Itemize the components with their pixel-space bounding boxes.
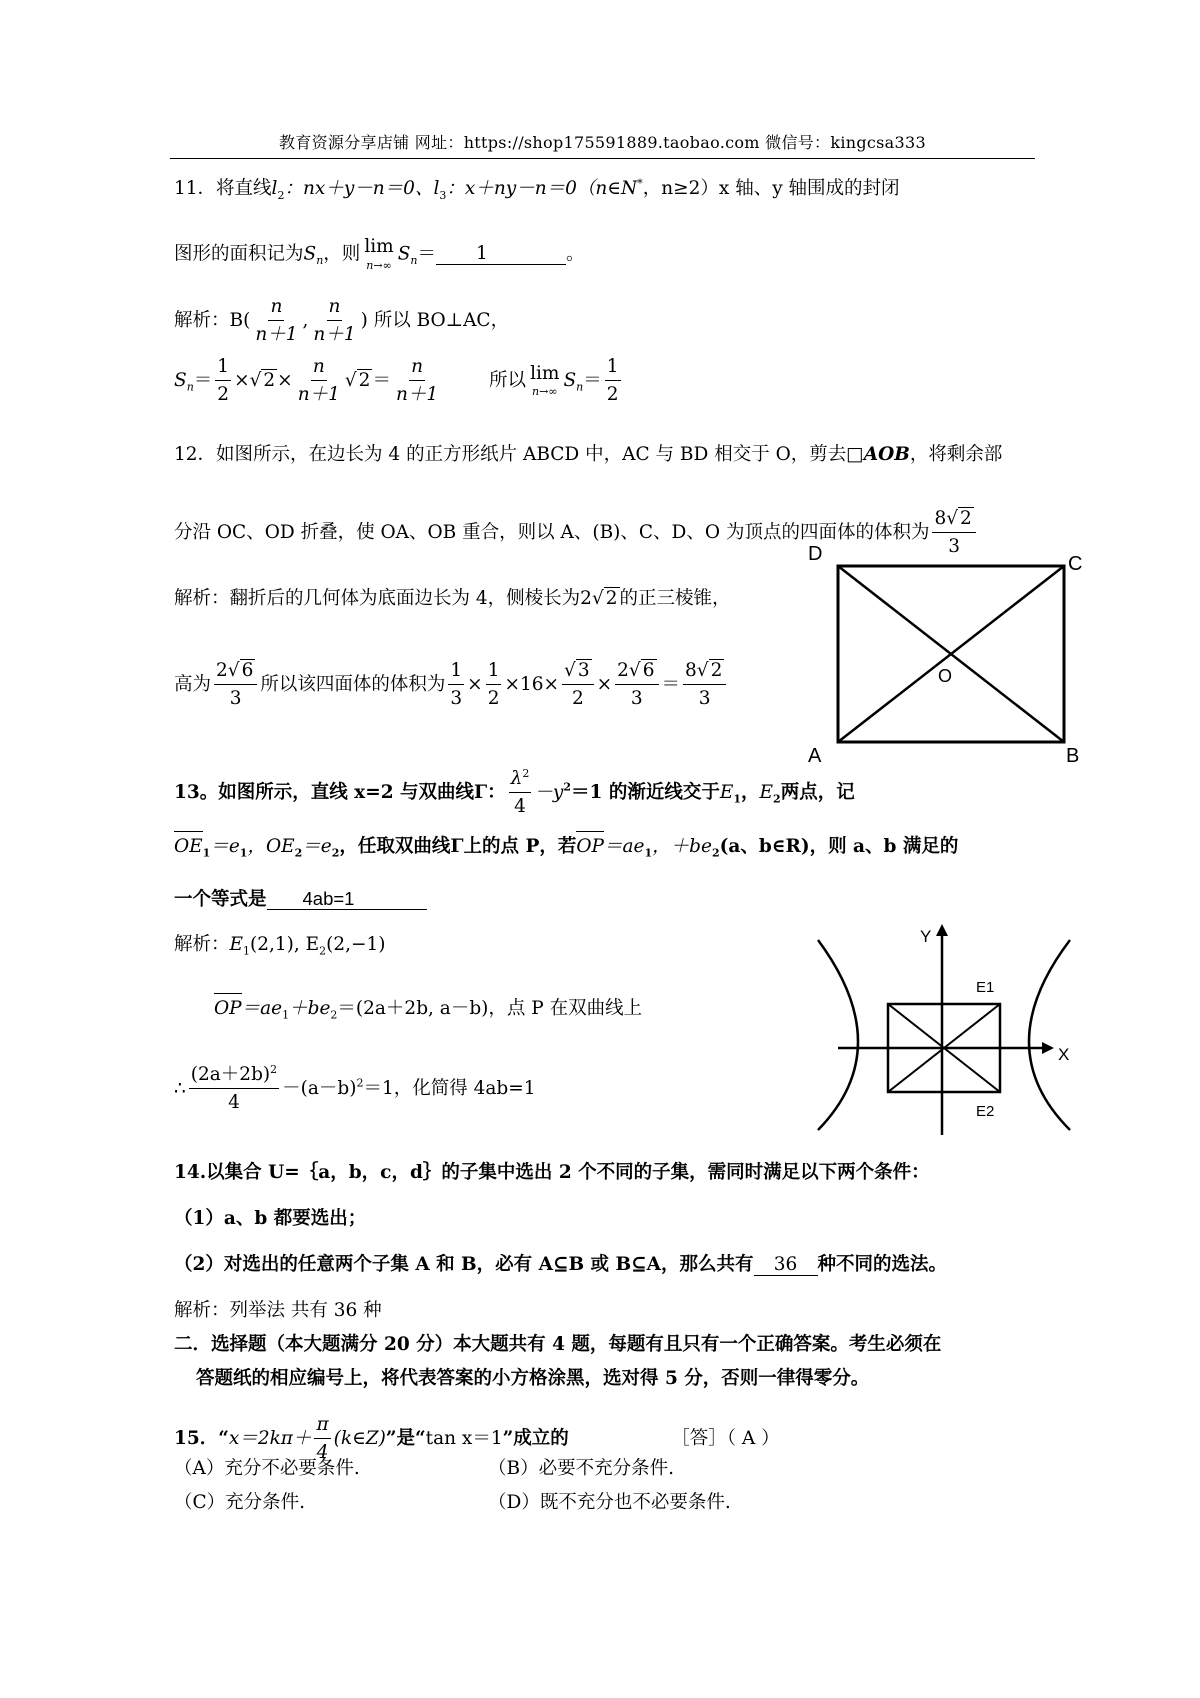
- q15-option-d: （D）既不充分也不必要条件.: [488, 1492, 731, 1513]
- q15-answer: ［答］（ A ）: [671, 1427, 780, 1449]
- q12-line2: 分沿 OC、OD 折叠，使 OA、OB 重合，则以 A、(B)、C、D、O 为顶点的四面体的体积为 $\frac{8√ 2}{3}$: [174, 508, 979, 558]
- x-axis-arrow: [1042, 1042, 1054, 1054]
- q13-answer: 4ab=1: [267, 890, 427, 910]
- q14-solution: 解析：列举法 共有 36 种: [174, 1300, 382, 1321]
- section2-line2: 答题纸的相应编号上，将代表答案的小方格涂黑，选对得 5 分，否则一律得零分。: [196, 1368, 870, 1389]
- page-header: 教育资源分享店铺 网址：https://shop175591889.taobao.com 微信号：kingcsa333: [279, 133, 926, 152]
- q13-line2: $OE_1=e_1$，$OE_2=e_2$，任取双曲线Γ上的点 P，若$OP=ae_1$，$+be_2(a$、b∈R)，则 a、b 满足的: [174, 836, 959, 860]
- q13-solution-line2: $OP=ae_1+be_2=(2a+2b$, a－b)，点 P 在双曲线上: [214, 998, 643, 1022]
- q13-line3: 一个等式是 4ab=1: [174, 890, 427, 910]
- q13-solution-line3: ∴ $\frac{(2a+2b)^2}{4}$ $-(a-b)^2=1$，化简得 4ab=1: [174, 1063, 536, 1114]
- section2-line1: 二．选择题（本大题满分 20 分）本大题共有 4 题，每题有且只有一个正确答案。考生必须在: [174, 1334, 942, 1355]
- vertex-label-a: A: [808, 745, 822, 765]
- q11-answer: 1: [436, 245, 566, 265]
- q15-option-a: （A）充分不必要条件.: [174, 1458, 360, 1479]
- q12-solution-line1: 解析：翻折后的几何体为底面边长为 4，侧棱长为2√ 2 的正三棱锥，: [174, 588, 731, 609]
- q13-solution-line1: 解析：$E_1(2,1)$, $E_2(2,-1)$: [174, 934, 386, 958]
- q15-option-b: （B）必要不充分条件.: [488, 1458, 674, 1479]
- q15-stem: 15．“x＝2kπ＋ $\frac{\pi}{4}$ (k∈Z)”是“tan x＝1”成立的 ［答］（ A ）: [174, 1414, 780, 1464]
- q12-square-figure: [800, 540, 1090, 765]
- q13-line1: 13。如图所示，直线 x=2 与双曲线Γ： $\frac{\lambda^2}{4}$ $-y^2=1$ 的渐近线交于$E_1$，$E_2$两点，记: [174, 767, 855, 818]
- e1-label: E1: [976, 979, 995, 996]
- vertex-label-d: D: [808, 543, 823, 565]
- vertex-label-b: B: [1066, 745, 1080, 765]
- center-label-o: O: [938, 666, 953, 686]
- e2-label: E2: [976, 1103, 995, 1120]
- hyperbola-right-branch: [1029, 940, 1070, 1130]
- hyperbola-left-branch: [818, 940, 858, 1130]
- q12-solution-line2: 高为 $\frac{2√ 6}{3}$ 所以该四面体的体积为 $\frac{1}{3}$ × $\frac{1}{2}$ ×16× $\frac{√ 3}{2}$ × $\frac{2√ 6}{3}$ ＝ $\frac{8√ 2}{3}$: [174, 660, 729, 710]
- q14-answer: 36: [754, 1256, 818, 1276]
- q14-condition1: （1）a、b 都要选出；: [174, 1208, 367, 1229]
- y-axis-arrow: [936, 924, 948, 936]
- header-rule: [170, 158, 1035, 159]
- q11-line2: 图形的面积记为$S_n$，则 lim n→∞ $S_n= 1$ 。: [174, 236, 585, 272]
- q11-solution-line1: 解析：B( $\frac{n}{n+1}$ , $\frac{n}{n+1}$ ) 所以 BO⊥AC，: [174, 296, 510, 346]
- q11-line1: 11．将直线$l_2$：nx＋y－n＝0、$l_3$：x＋ny－n＝0（n∈N*，n≥2）x 轴、y 轴围成的封闭: [174, 177, 900, 202]
- q15-option-c: （C）充分条件.: [174, 1492, 306, 1513]
- q14-condition2: （2）对选出的任意两个子集 A 和 B，必有 A⊆B 或 B⊆A，那么共有 36 种不同的选法。: [174, 1254, 948, 1275]
- y-axis-label: Y: [920, 927, 932, 946]
- q12-answer: $\frac{8√ 2}{3}$: [932, 508, 975, 558]
- q12-line1: 12．如图所示，在边长为 4 的正方形纸片 ABCD 中，AC 与 BD 相交于 O，剪去□AOB，将剩余部: [174, 444, 1003, 465]
- q11-solution-line2: $S_n=$ $\frac{1}{2}$ ×√ 2 × $\frac{n}{n+1}$ √ 2 ＝ $\frac{n}{n+1}$ 所以 lim n→∞ $S_n=$ $\frac{1}{2}$: [174, 356, 619, 406]
- vertex-label-c: C: [1068, 553, 1083, 575]
- q14-line1: 14.以集合 U=｛a，b，c，d｝的子集中选出 2 个不同的子集，需同时满足以下两个条件：: [174, 1162, 930, 1183]
- q13-hyperbola-figure: [808, 920, 1078, 1135]
- x-axis-label: X: [1058, 1045, 1070, 1064]
